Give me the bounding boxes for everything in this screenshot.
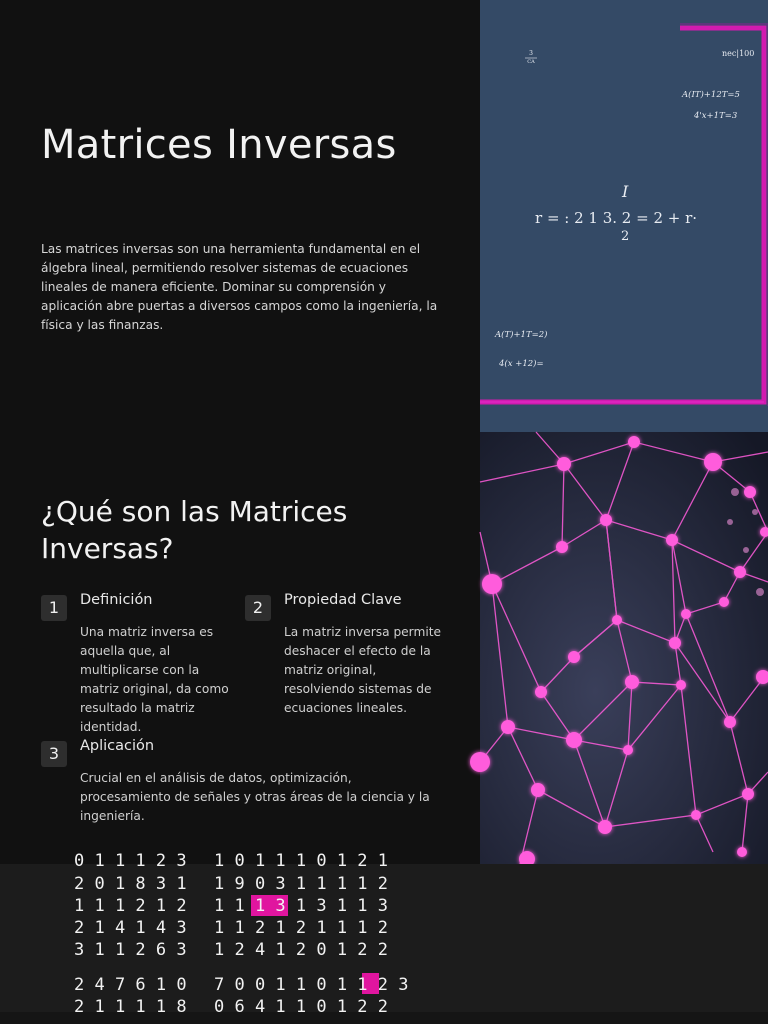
math-equations-image	[480, 0, 768, 432]
svg-text:1 0 1 1 1 0 1 2 1: 1 0 1 1 1 0 1 2 1	[214, 851, 388, 871]
digit-row: 1 1 1 3 1 3 1 1 3	[214, 896, 388, 916]
network-graph-image	[480, 432, 768, 864]
main-equation: r = : 2 1 3. 2 = 2 + r·	[535, 209, 698, 227]
fraction-top: 3	[529, 50, 533, 57]
fraction-bottom: CA	[527, 59, 535, 65]
digit-row: 1 1 1 2 1 2	[74, 896, 187, 916]
main-equation-subscript: 2	[621, 229, 630, 244]
digit-row: 2 1 1 1 1 8	[74, 997, 187, 1017]
digit-row: 2 0 1 8 3 1	[74, 874, 187, 894]
intro-paragraph: Las matrices inversas son una herramienta fundamental en el álgebra lineal, permitiendo resolver sistemas de ecuaciones lineales de manera eficiente. Dominar su comprensión y aplicación abre puertas a diversos campos como la ingeniería, la física y las finanzas.	[41, 242, 438, 332]
digit-row: 1 1 2 1 2 1 1 1 2	[214, 918, 388, 938]
digit-row: 2 4 7 6 1 0	[74, 975, 187, 995]
step-number-badge: 2	[245, 595, 271, 621]
card-title: Aplicación	[80, 738, 155, 754]
equation-1: A(IT)+12T=5	[682, 90, 740, 100]
section-heading: ¿Qué son las Matrices Inversas?	[41, 495, 348, 565]
big-identity-symbol: I	[622, 182, 629, 201]
card-title: Definición	[80, 592, 153, 608]
digit-matrix-image	[0, 851, 768, 1024]
card-text: Crucial en el análisis de datos, optimización, procesamiento de señales y otras áreas de la ciencia y la ingeniería.	[80, 771, 430, 823]
digit-row: 3 1 1 2 6 3	[74, 940, 187, 960]
digit-row: 2 1 4 1 4 3	[74, 918, 187, 938]
svg-text:0 1 1 1 2 3: 0 1 1 1 2 3	[74, 851, 187, 871]
equation-3: A(T)+1T=2)	[495, 330, 548, 340]
digit-row: 1 2 4 1 2 0 1 2 2	[214, 940, 388, 960]
digit-row: 0 6 4 1 1 0 1 2 2	[214, 997, 388, 1017]
step-number-badge: 3	[41, 741, 67, 767]
card-text: La matriz inversa permite deshacer el efecto de la matriz original, resolviendo sistemas de ecuaciones lineales.	[284, 625, 442, 715]
card-text: Una matriz inversa es aquella que, al multiplicarse con la matriz original, da como resultado la matriz identidad.	[80, 625, 229, 734]
page-title: Matrices Inversas	[41, 122, 397, 168]
digit-row: 1 9 0 3 1 1 1 1 2	[214, 874, 388, 894]
card-title: Propiedad Clave	[284, 592, 402, 608]
step-number-badge: 1	[41, 595, 67, 621]
equation-2: 4'x+1T=3	[694, 111, 738, 121]
digit-row: 7 0 0 1 1 0 1 1 2 3	[214, 975, 409, 995]
corner-text: nec|100	[722, 49, 755, 58]
equation-4: 4(x +12)=	[499, 359, 544, 369]
